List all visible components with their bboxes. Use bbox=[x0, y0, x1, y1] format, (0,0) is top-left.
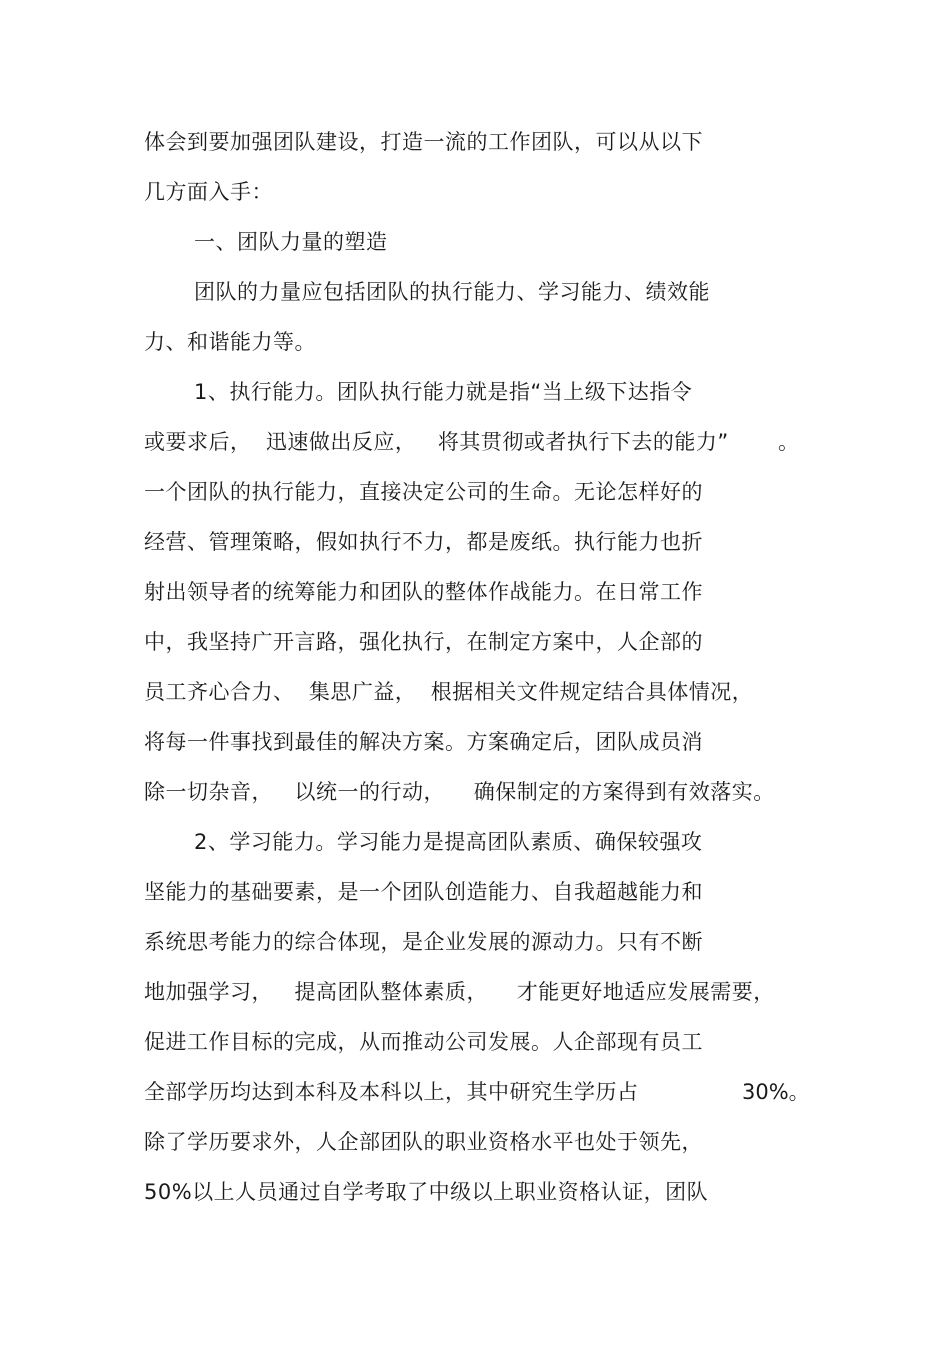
text-line: 几方面入手： bbox=[144, 180, 273, 204]
text-line: 体会到要加强团队建设，打造一流的工作团队，可以从以下 bbox=[144, 130, 703, 154]
text-line: 射出领导者的统筹能力和团队的整体作战能力。在日常工作 bbox=[144, 580, 703, 604]
line-tail-percentage: 30%。 bbox=[742, 1080, 810, 1104]
text-line: 中，我坚持广开言路，强化执行，在制定方案中，人企部的 bbox=[144, 630, 703, 654]
line-tail-punctuation: 。 bbox=[778, 430, 799, 454]
text-line: 一个团队的执行能力，直接决定公司的生命。无论怎样好的 bbox=[144, 480, 703, 504]
text-line: 将每一件事找到最佳的解决方案。方案确定后，团队成员消 bbox=[144, 730, 703, 754]
text-line: 促进工作目标的完成，从而推动公司发展。人企部现有员工 bbox=[144, 1030, 703, 1054]
text-line: 1、执行能力。团队执行能力就是指“当上级下达指令 bbox=[194, 380, 693, 404]
text-line: 经营、管理策略，假如执行不力，都是废纸。执行能力也折 bbox=[144, 530, 703, 554]
text-line: 2、学习能力。学习能力是提高团队素质、确保较强攻 bbox=[194, 830, 703, 854]
text-line: 员工齐心合力、 集思广益， 根据相关文件规定结合具体情况， bbox=[144, 680, 754, 704]
text-line: 力、和谐能力等。 bbox=[144, 330, 316, 354]
text-line: 除一切杂音， 以统一的行动， 确保制定的方案得到有效落实。 bbox=[144, 780, 775, 804]
text-line: 或要求后， 迅速做出反应， 将其贯彻或者执行下去的能力” bbox=[144, 430, 729, 454]
text-line: 坚能力的基础要素，是一个团队创造能力、自我超越能力和 bbox=[144, 880, 703, 904]
section-heading: 一、团队力量的塑造 bbox=[194, 230, 388, 254]
text-line: 全部学历均达到本科及本科以上，其中研究生学历占 bbox=[144, 1080, 639, 1104]
text-line: 系统思考能力的综合体现，是企业发展的源动力。只有不断 bbox=[144, 930, 703, 954]
text-line: 团队的力量应包括团队的执行能力、学习能力、绩效能 bbox=[194, 280, 710, 304]
text-line: 除了学历要求外，人企部团队的职业资格水平也处于领先， bbox=[144, 1130, 703, 1154]
text-line: 50%以上人员通过自学考取了中级以上职业资格认证，团队 bbox=[144, 1180, 709, 1204]
text-line: 地加强学习， 提高团队整体素质， 才能更好地适应发展需要， bbox=[144, 980, 775, 1004]
